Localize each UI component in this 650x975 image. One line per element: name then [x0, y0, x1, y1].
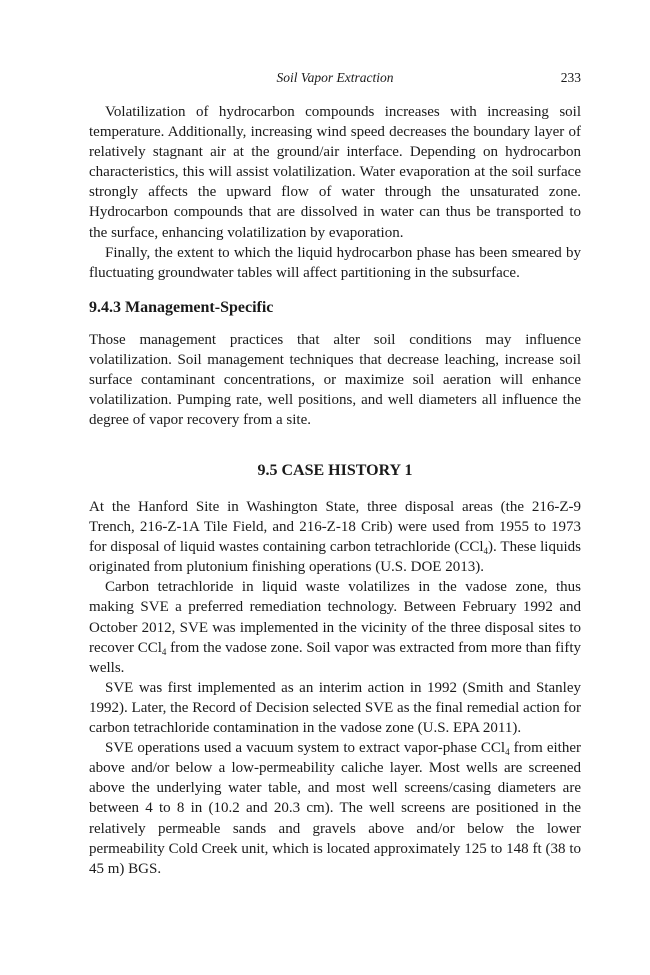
subsection-heading: 9.4.3 Management-Specific	[89, 299, 274, 316]
section-9-5-body	[89, 497, 581, 879]
section-9-4-3-body	[89, 330, 581, 430]
paragraph-sve-operations: SVE operations used a vacuum system to extract vapor-phase CCl$_4$ from either above and/or below a low-permeability caliche layer. Most wells are screened above the underlying water table, and most well screens/casing diameters are between 4 to 8 in (10.2 and 20.3 cm). The well screens are positioned in the relatively permeable sands and gravels above and/or below the lower permeability Cold Creek unit, which is located approximately 125 to 148 ft (38 to 45 m) BGS.	[89, 740, 581, 877]
paragraph-carbon-tetrachloride: Carbon tetrachloride in liquid waste volatilizes in the vadose zone, thus making SVE a preferred remediation technology. Between February 1992 and October 2012, SVE was implemented in the vicinity of the three disposal sites to recover CCl$_4$ from the vadose zone. Soil vapor was extracted from more than fifty wells.	[89, 579, 581, 676]
paragraph-volatilization: Volatilization of hydrocarbon compounds increases with increasing soil temperature. Additionally, increasing wind speed decreases the boundary layer of relatively stagnant air at the ground/air interface. Depending on hydrocarbon characteristics, this will assist volatilization. Water evaporation at the soil surface strongly affects the upward flow of water through the unsaturated zone. Hydrocarbon compounds that are dissolved in water can thus be transported to the surface, enhancing volatilization by evaporation.	[89, 104, 581, 241]
paragraph-management: Those management practices that alter soil conditions may influence volatilization. Soil management techniques that decrease leaching, increase soil surface contaminant concentrations, or maximize soil aeration will enhance volatilization. Pumping rate, well positions, and well diameters all influence the degree of vapor recovery from a site.	[89, 332, 581, 429]
section-9-4-continuation	[89, 102, 581, 283]
paragraph-interim-action: SVE was first implemented as an interim action in 1992 (Smith and Stanley 1992). Later, the Record of Decision selected SVE as the final remedial action for carbon tetrachloride contamination in the vadose zone (U.S. EPA 2011).	[89, 679, 581, 737]
page-number: 233	[560, 70, 581, 85]
section-heading: 9.5 CASE HISTORY 1	[257, 462, 413, 479]
paragraph-smearing: Finally, the extent to which the liquid hydrocarbon phase has been smeared by fluctuating groundwater tables will affect partitioning in the subsurface.	[89, 244, 581, 281]
running-header	[89, 70, 581, 88]
running-title: Soil Vapor Extraction	[276, 70, 394, 85]
paragraph-hanford-site: At the Hanford Site in Washington State, three disposal areas (the 216-Z-9 Trench, 216-Z-1A Tile Field, and 216-Z-18 Crib) were used from 1955 to 1973 for disposal of liquid wastes containing carbon tetrachloride (CCl$_4$). These liquids originated from plutonium finishing operations (U.S. DOE 2013).	[89, 499, 581, 576]
